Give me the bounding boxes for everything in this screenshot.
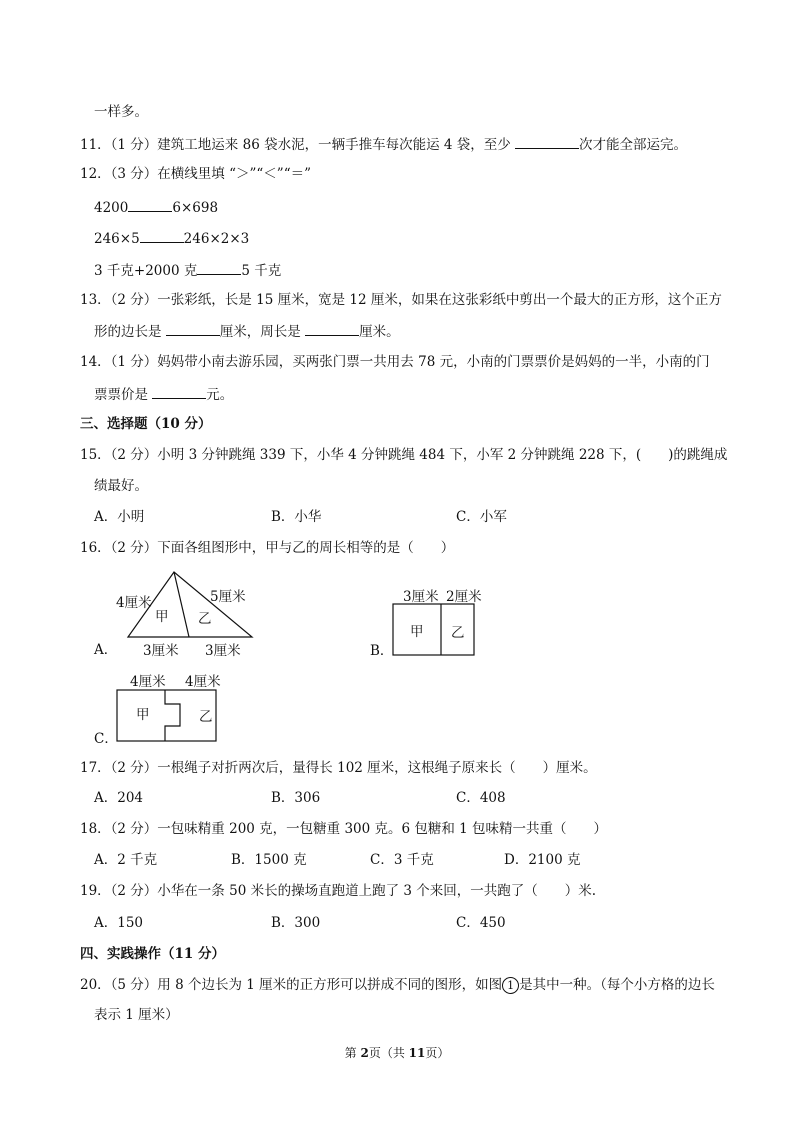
question-19: 19．（2 分）小华在一条 50 米长的操场直跑道上跑了 3 个来回，一共跑了（ ）米.: [80, 883, 597, 899]
rectangle-figure: [390, 600, 478, 660]
q18-option-d[interactable]: D．2100 克: [504, 852, 581, 868]
question-16: 16．（2 分）下面各组图形中，甲与乙的周长相等的是（ ）: [80, 540, 455, 556]
triangle-jia-label: 甲: [155, 609, 169, 625]
question-14-line-1: 14．（1 分）妈妈带小南去游乐园，买两张门票一共用去 78 元，小南的门票票价是妈妈的一半，小南的门: [80, 354, 710, 370]
notched-top-right-label: 4厘米: [185, 674, 221, 690]
q19-option-a[interactable]: A．150: [94, 915, 144, 931]
circled-number-1: 1: [502, 977, 519, 994]
answer-blank[interactable]: [305, 321, 359, 336]
triangle-right-label: 5厘米: [210, 589, 246, 605]
section-3-heading: 三、选择题（10 分）: [80, 416, 212, 432]
question-12-item-2: 246×5 246×2×3: [94, 228, 249, 248]
rectangle-yi-label: 乙: [451, 625, 465, 641]
question-17: 17．（2 分）一根绳子对折两次后，量得长 102 厘米，这根绳子原来长（ ）厘米。: [80, 760, 597, 776]
q16-option-c[interactable]: C．: [94, 731, 118, 747]
question-15-line-2: 绩最好。: [94, 478, 148, 494]
notched-jia-label: 甲: [136, 707, 150, 723]
q15-option-a[interactable]: A．小明: [94, 509, 145, 525]
rectangle-top-left-label: 3厘米: [403, 589, 439, 605]
answer-blank[interactable]: [128, 197, 172, 212]
q15-option-c[interactable]: C．小军: [456, 509, 507, 525]
q19-option-c[interactable]: C．450: [456, 915, 506, 931]
notched-top-left-label: 4厘米: [130, 674, 166, 690]
question-13-line-1: 13．（2 分）一张彩纸，长是 15 厘米，宽是 12 厘米，如果在这张彩纸中剪出一个最大的正方形，这个正方: [80, 292, 722, 308]
question-18: 18．（2 分）一包味精重 200 克，一包糖重 300 克。6 包糖和 1 包味精一共重（ ）: [80, 821, 608, 837]
answer-blank[interactable]: [140, 228, 184, 243]
q18-option-c[interactable]: C．3 千克: [370, 852, 434, 868]
q18-option-a[interactable]: A．2 千克: [94, 852, 158, 868]
answer-blank[interactable]: [152, 384, 206, 399]
notched-yi-label: 乙: [199, 709, 213, 725]
triangle-bottom-left-label: 3厘米: [143, 643, 179, 659]
answer-blank[interactable]: [197, 260, 241, 275]
question-12: 12．（3 分）在横线里填 “＞”“＜”“＝”: [80, 166, 312, 182]
q16-option-b[interactable]: B．: [370, 643, 394, 659]
question-12-item-3: 3 千克+2000 克 5 千克: [94, 260, 281, 280]
question-20-line-2: 表示 1 厘米）: [94, 1007, 179, 1023]
answer-blank[interactable]: [166, 321, 220, 336]
q17-option-c[interactable]: C．408: [456, 790, 506, 806]
triangle-left-label: 4厘米: [116, 595, 152, 611]
question-15-line-1: 15．（2 分）小明 3 分钟跳绳 339 下，小华 4 分钟跳绳 484 下，小军 2 分钟跳绳 228 下，( )的跳绳成: [80, 447, 728, 463]
question-20-line-1: 20．（5 分）用 8 个边长为 1 厘米的正方形可以拼成不同的图形，如图 1 是其中一种。（每个小方格的边长: [80, 977, 715, 993]
section-4-heading: 四、实践操作（11 分）: [80, 946, 225, 962]
answer-blank[interactable]: [515, 134, 579, 149]
triangle-yi-label: 乙: [198, 611, 212, 627]
rectangle-jia-label: 甲: [410, 624, 424, 640]
q18-option-b[interactable]: B．1500 克: [231, 852, 307, 868]
question-14-line-2: 票票价是 元。: [94, 384, 233, 404]
rectangle-top-right-label: 2厘米: [446, 589, 482, 605]
question-13-line-2: 形的边长是 厘米，周长是 厘米。: [94, 321, 400, 341]
q15-option-b[interactable]: B．小华: [271, 509, 322, 525]
q16-option-a[interactable]: A．: [94, 642, 118, 658]
q10-continuation: 一样多。: [94, 104, 148, 120]
q17-option-a[interactable]: A．204: [94, 790, 144, 806]
triangle-bottom-right-label: 3厘米: [205, 643, 241, 659]
q17-option-b[interactable]: B．306: [271, 790, 321, 806]
question-11: 11．（1 分）建筑工地运来 86 袋水泥，一辆手推车每次能运 4 袋，至少 次才能全部运完。: [80, 134, 687, 154]
q19-option-b[interactable]: B．300: [271, 915, 321, 931]
question-12-item-1: 4200 6×698: [94, 197, 218, 217]
page-footer: 第 2页（共 11页）: [344, 1046, 450, 1060]
